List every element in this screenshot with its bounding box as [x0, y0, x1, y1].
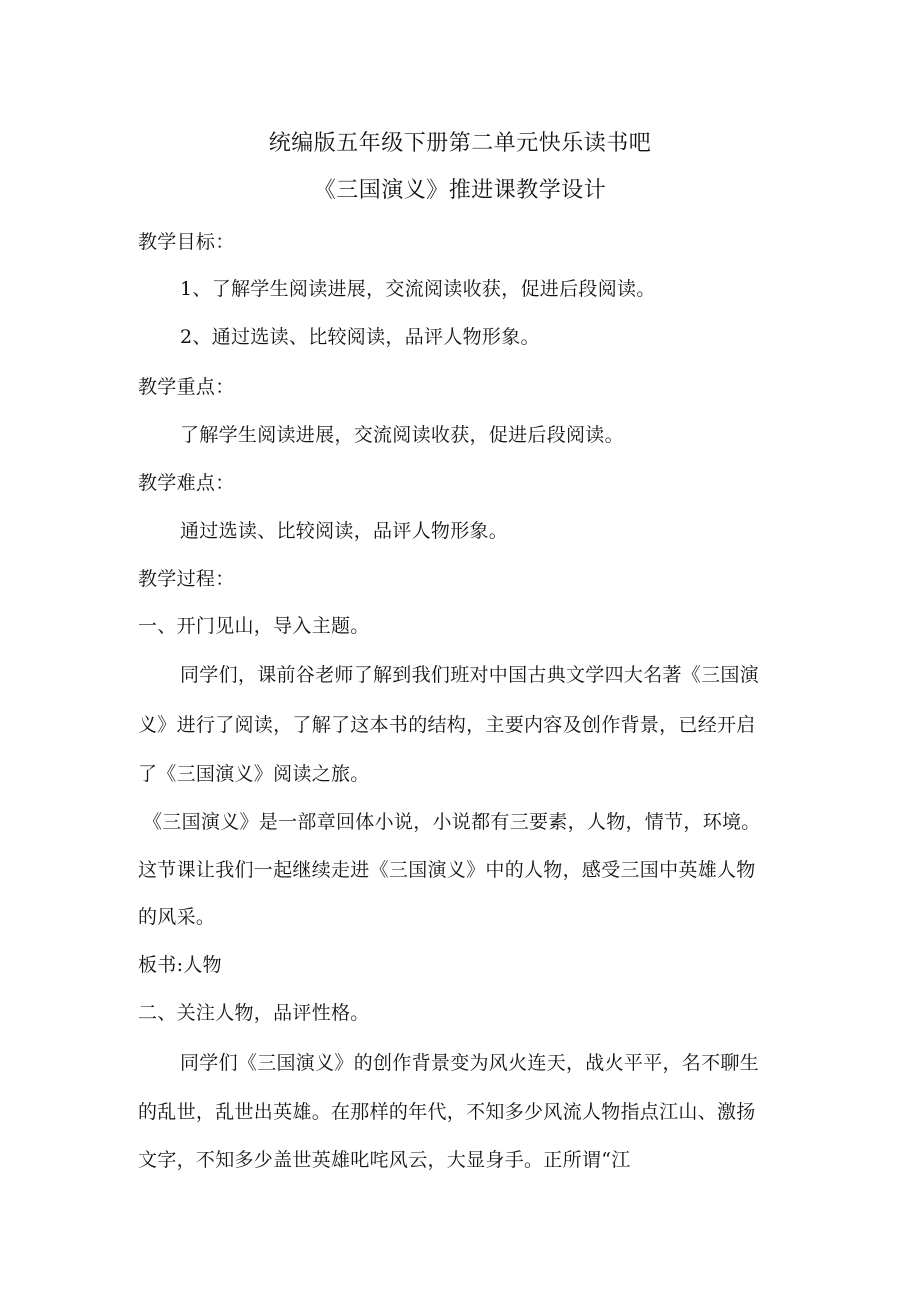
difficulties-heading: 教学难点： [138, 472, 235, 494]
goal-item-2: 2、通过选读、比较阅读，品评人物形象。 [180, 326, 540, 348]
section2-heading: 二、关注人物，品评性格。 [138, 1002, 370, 1024]
section1-para1-line1: 同学们，课前谷老师了解到我们班对中国古典文学四大名著《三国演 [180, 664, 760, 686]
key-points-heading: 教学重点： [138, 376, 235, 398]
section1-heading: 一、开门见山，导入主题。 [138, 615, 370, 637]
board-note: 板书:人物 [138, 954, 222, 976]
document-title-line2: 《三国演义》推进课教学设计 [313, 178, 607, 203]
section2-para1-line2: 的乱世，乱世出英雄。在那样的年代，不知多少风流人物指点江山、激扬 [138, 1101, 756, 1123]
goal-item-1: 1、了解学生阅读进展，交流阅读收获，促进后段阅读。 [180, 278, 656, 300]
process-heading: 教学过程： [138, 568, 235, 590]
section2-para1-line1: 同学们《三国演义》的创作背景变为风火连天，战火平平，名不聊生 [180, 1052, 760, 1074]
goals-heading: 教学目标： [138, 231, 235, 253]
section1-para2-line3: 的风采。 [138, 906, 216, 928]
section1-para2-line2: 这节课让我们一起继续走进《三国演义》中的人物，感受三国中英雄人物 [138, 859, 756, 881]
difficulties-text: 通过选读、比较阅读，品评人物形象。 [180, 520, 509, 542]
section1-para1-line3: 了《三国演义》阅读之旅。 [138, 763, 370, 785]
section2-para1-line3: 文字，不知多少盖世英雄叱咤风云，大显身手。正所谓“江 [138, 1149, 631, 1171]
section1-para2-line1: 《三国演义》是一部章回体小说，小说都有三要素，人物，情节，环境。 [143, 811, 761, 833]
section1-para1-line2: 义》进行了阅读，了解了这本书的结构，主要内容及创作背景，已经开启 [138, 714, 756, 736]
document-title-line1: 统编版五年级下册第二单元快乐读书吧 [268, 131, 652, 156]
key-points-text: 了解学生阅读进展，交流阅读收获，促进后段阅读。 [180, 424, 624, 446]
